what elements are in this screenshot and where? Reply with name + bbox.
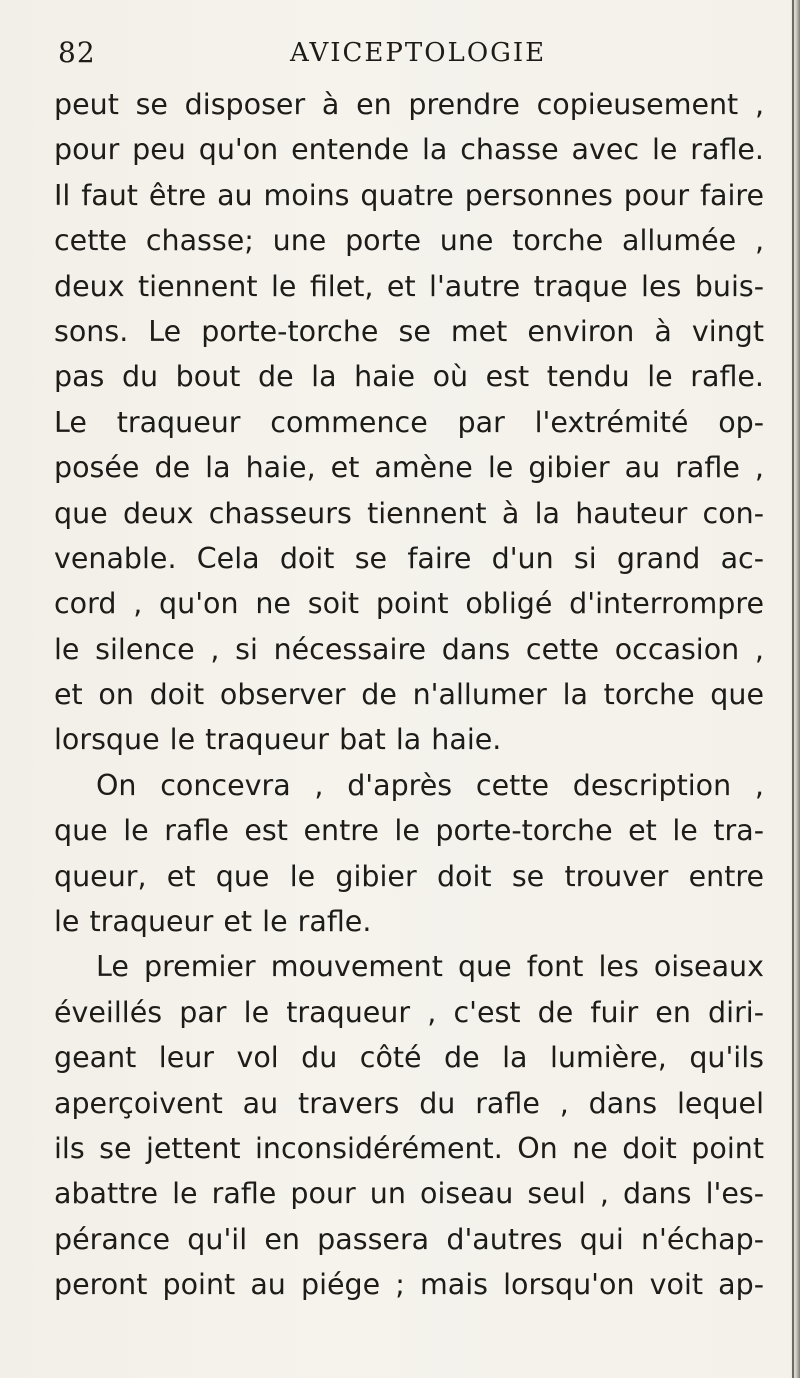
text-line: lorsque le traqueur bat la haie. [54, 723, 502, 757]
text-line: sons. Le porte-torche se met environ à vingt [54, 314, 764, 348]
text-line: deux tiennent le filet, et l'autre traque les buis- [54, 269, 764, 303]
text-line: Il faut être au moins quatre personnes pour faire [54, 178, 764, 212]
text-line: On concevra , d'après cette description , [96, 768, 764, 802]
text-line: pérance qu'il en passera d'autres qui n'échap- [54, 1222, 764, 1256]
text-line: que le rafle est entre le porte-torche et le tra- [54, 814, 764, 848]
text-line: peront point au piége ; mais lorsqu'on voit ap- [54, 1268, 764, 1302]
running-title: AVICEPTOLOGIE [290, 38, 547, 68]
text-line: peut se disposer à en prendre copieusement , [54, 88, 764, 121]
text-line: cord , qu'on ne soit point obligé d'interrompre [54, 587, 764, 621]
page-header [58, 36, 738, 76]
text-line: pour peu qu'on entende la chasse avec le rafle. [54, 133, 764, 167]
text-line: abattre le rafle pour un oiseau seul , dans l'es- [54, 1177, 764, 1211]
text-line: le traqueur et le rafle. [54, 905, 372, 939]
text-line: aperçoivent au travers du rafle , dans lequel [54, 1086, 764, 1120]
text-line: geant leur vol du côté de la lumière, qu'ils [54, 1041, 764, 1075]
text-line: Le traqueur commence par l'extrémité op- [54, 405, 764, 439]
text-line: cette chasse; une porte une torche allumée , [54, 224, 764, 258]
text-line: ils se jettent inconsidérément. On ne doit point [54, 1131, 764, 1165]
page-number: 82 [58, 36, 96, 69]
text-line: que deux chasseurs tiennent à la hauteur con- [54, 496, 764, 530]
body-text [54, 82, 764, 1308]
text-line: pas du bout de la haie où est tendu le rafle. [54, 360, 764, 394]
text-line: posée de la haie, et amène le gibier au rafle , [54, 451, 764, 485]
text-line: éveillés par le traqueur , c'est de fuir en diri- [54, 995, 764, 1029]
text-line: venable. Cela doit se faire d'un si grand ac- [54, 541, 764, 575]
text-line: Le premier mouvement que font les oiseaux [96, 950, 764, 984]
text-line: et on doit observer de n'allumer la torche que [54, 678, 764, 712]
text-line: le silence , si nécessaire dans cette occasion , [54, 632, 764, 666]
page-edge-line [792, 0, 794, 1378]
text-line: queur, et que le gibier doit se trouver entre [54, 859, 764, 893]
